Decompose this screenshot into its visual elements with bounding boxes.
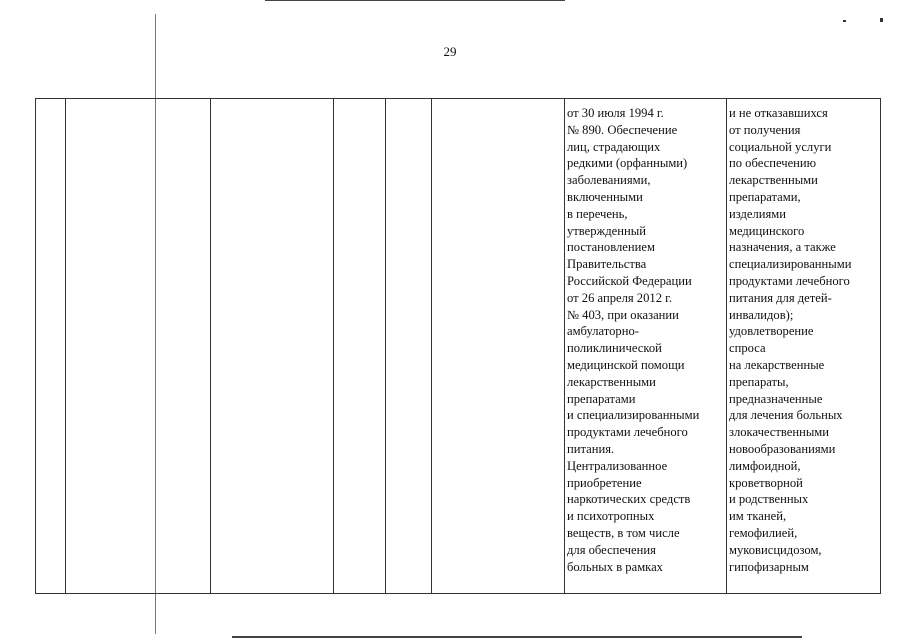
scan-artifact-mark [843, 20, 846, 22]
table-cell-col8 [729, 105, 851, 575]
cell-line: продуктами лечебного [729, 273, 850, 288]
column-divider [333, 99, 334, 593]
cell-line: и психотропных [567, 509, 655, 524]
cell-line: предназначенные [729, 391, 823, 406]
cell-line: гемофилией, [729, 525, 798, 540]
cell-line: гипофизарным [729, 559, 809, 574]
cell-line: препараты, [729, 374, 789, 389]
cell-line: злокачественными [729, 425, 830, 440]
cell-line: и не отказавшихся [729, 106, 828, 120]
cell-line: от 30 июля 1994 г. [567, 106, 664, 120]
cell-line: удовлетворение [729, 324, 814, 339]
cell-line: № 890. Обеспечение [567, 122, 678, 137]
cell-line: питания для детей- [729, 290, 832, 305]
cell-line: от 26 апреля 2012 г. [567, 290, 673, 305]
cell-line: специализированными [729, 257, 852, 272]
cell-line: редкими (орфанными) [567, 156, 688, 171]
scan-artifact-top-line [265, 0, 565, 1]
cell-line: препаратами [567, 391, 636, 406]
cell-line: по обеспечению [729, 156, 817, 171]
cell-line: в перечень, [567, 206, 628, 221]
column-divider [431, 99, 432, 593]
cell-line: приобретение [567, 475, 642, 490]
cell-line: Правительства [567, 257, 647, 272]
cell-line: муковисцидозом, [729, 542, 822, 557]
cell-line: новообразованиями [729, 441, 836, 456]
cell-line: поликлинической [567, 341, 662, 356]
cell-line: и специализированными [567, 408, 700, 423]
cell-line: Российской Федерации [567, 273, 692, 288]
cell-line: инвалидов); [729, 307, 794, 322]
cell-line: наркотических средств [567, 492, 691, 507]
page-number: 29 [443, 44, 457, 59]
column-divider [385, 99, 386, 593]
column-divider [210, 99, 211, 593]
cell-line: продуктами лечебного [567, 425, 688, 440]
cell-line: лиц, страдающих [567, 139, 661, 154]
cell-line: назначения, а также [729, 240, 836, 255]
cell-line: амбулаторно- [567, 324, 639, 339]
cell-line: веществ, в том числе [567, 525, 680, 540]
cell-line: лекарственными [729, 173, 818, 188]
cell-line: и родственных [729, 492, 809, 507]
cell-line: № 403, при оказании [567, 307, 679, 322]
cell-line: заболеваниями, [567, 173, 651, 188]
cell-line: от получения [729, 122, 801, 137]
cell-line: изделиями [729, 206, 787, 221]
cell-line: постановлением [567, 240, 655, 255]
table-cell-col7 [567, 105, 699, 575]
cell-line: лекарственными [567, 374, 656, 389]
cell-line: питания. [567, 441, 615, 456]
cell-line: для обеспечения [567, 542, 656, 557]
cell-line: препаратами, [729, 189, 801, 204]
cell-line: лимфоидной, [729, 458, 801, 473]
cell-line: спроса [729, 341, 766, 356]
cell-line: включенными [567, 189, 643, 204]
cell-line: медицинской помощи [567, 357, 685, 372]
cell-line: больных в рамках [567, 559, 663, 574]
cell-line: утвержденный [567, 223, 646, 238]
cell-line: медицинского [729, 223, 805, 238]
document-table [35, 98, 881, 594]
cell-line: им тканей, [729, 509, 787, 524]
column-divider [65, 99, 66, 593]
cell-line: социальной услуги [729, 139, 832, 154]
cell-line: кроветворной [729, 475, 803, 490]
column-divider [564, 99, 565, 593]
cell-line: на лекарственные [729, 357, 825, 372]
cell-line: для лечения больных [729, 408, 843, 423]
cell-line: Централизованное [567, 458, 668, 473]
scan-artifact-mark [880, 18, 883, 22]
column-divider [726, 99, 727, 593]
scan-artifact-bottom-line [232, 636, 802, 638]
